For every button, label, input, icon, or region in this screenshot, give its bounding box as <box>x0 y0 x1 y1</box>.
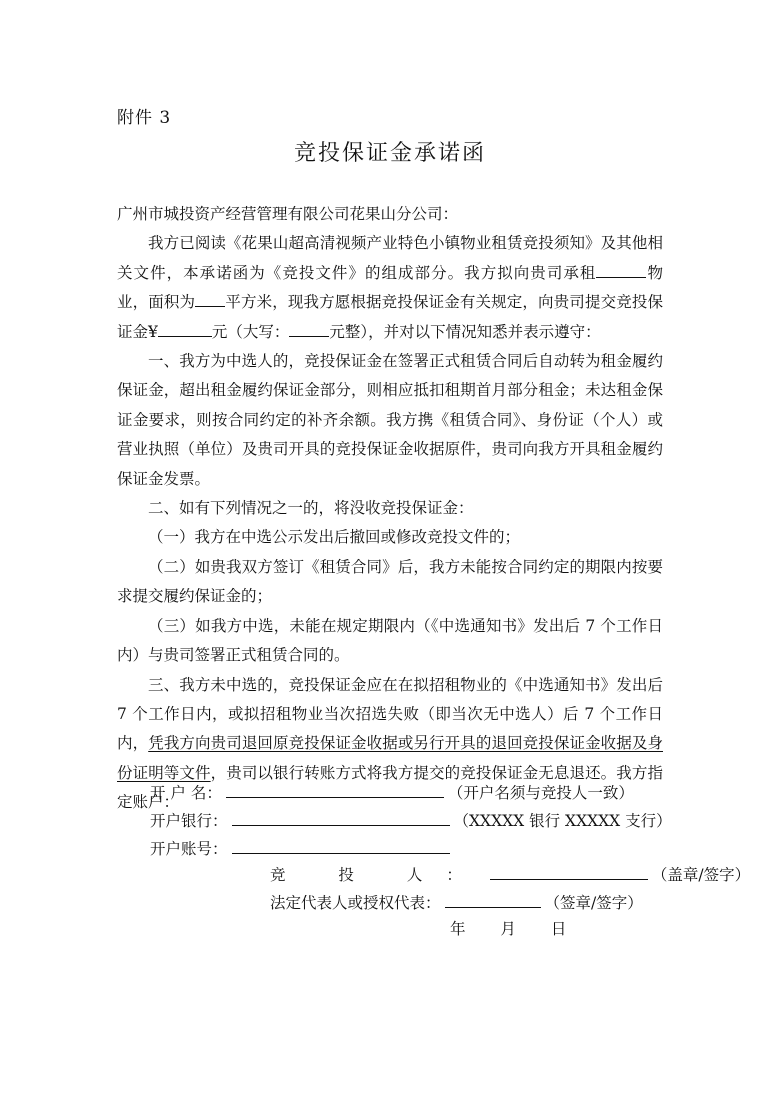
currency-symbol: ¥ <box>148 322 158 341</box>
intro-text-5: 元整），并对以下情况知悉并表示遵守： <box>329 322 601 341</box>
clause-2-1: （一）我方在中选公示发出后撤回或修改竞投文件的； <box>148 528 521 547</box>
signature-date: 年 月 日 <box>450 920 567 938</box>
clause-3-text: 三、我方未中选的，竞投保证金应在在拟招租物业的《中选通知书》发出后 7 个工作日内，或拟招租物业当次招选失败（即当次无中选人）后 7 个工作日内， <box>117 675 663 753</box>
account-bank-label: 开户银行： <box>150 812 228 830</box>
account-name-line <box>226 783 444 798</box>
account-name-label: 开 户 名： <box>150 784 222 802</box>
property-blank <box>596 259 646 278</box>
amount-words-blank <box>289 318 329 337</box>
account-number-line <box>232 839 450 854</box>
area-blank <box>195 288 225 307</box>
clause-3-tail: ，贵司以银行转账方式将我方提交的竞投保证金无息退还。我方指定账户： <box>117 763 663 812</box>
clause-3-underlined: 凭我方向贵司退回原竞投保证金收据或另行开具的退回竞投保证金收据及身份证明等文件 <box>117 734 663 782</box>
intro-text-3: 平方米，现我方愿根据竞投保证金有关规定，向贵司提交竞投保证金 <box>117 293 663 341</box>
account-name-row <box>150 781 634 803</box>
intro-paragraph <box>117 229 663 347</box>
bidder-label: 竞 投 人： <box>270 866 486 884</box>
representative-line <box>445 893 541 908</box>
bidder-line <box>490 865 648 880</box>
intro-text-4: 元（大写： <box>211 322 290 341</box>
account-number-label: 开户账号： <box>150 840 228 858</box>
account-name-note: （开户名须与竞投人一致） <box>447 784 634 802</box>
representative-note: （签章/签字） <box>544 894 643 912</box>
representative-row <box>270 891 643 913</box>
bidder-row <box>270 863 750 885</box>
bidder-note: （盖章/签字） <box>651 866 751 884</box>
intro-text-2: 物业，面积为 <box>117 263 663 312</box>
addressee: 广州市城投资产经营管理有限公司花果山分公司： <box>117 205 459 223</box>
amount-blank <box>158 318 212 337</box>
clause-1: 一、我方为中选人的，竞投保证金在签署正式租赁合同后自动转为租金履约保证金，超出租金履约保证金部分，则相应抵扣租期首月部分租金；未达租金保证金要求，则按合同约定的补齐余额。我方携《租赁合同》、身份证（个人）或营业执照（单位）及贵司开具的竞投保证金收据原件，贵司向我方开具租金履约保证金发票。 <box>117 352 663 488</box>
account-bank-note: （XXXXX 银行 XXXXX 支行） <box>453 812 672 830</box>
clause-2-3: （三）如我方中选，未能在规定期限内（《中选通知书》发出后 7 个工作日内）与贵司签署正式租赁合同的。 <box>117 616 663 665</box>
representative-label: 法定代表人或授权代表： <box>270 894 441 912</box>
account-bank-line <box>232 811 450 826</box>
letter-body <box>117 200 663 818</box>
account-bank-row <box>150 809 672 831</box>
account-number-row <box>150 837 454 859</box>
document-title: 竞投保证金承诺函 <box>293 141 486 166</box>
clause-2-2: （二）如贵我双方签订《租赁合同》后，我方未能按合同约定的期限内按要求提交履约保证金的； <box>117 557 663 606</box>
clause-2: 二、如有下列情况之一的，将没收竞投保证金： <box>148 499 474 518</box>
attachment-number: 附件 3 <box>117 108 172 128</box>
intro-text-1: 我方已阅读《花果山超高清视频产业特色小镇物业租赁竞投须知》及其他相关文件，本承诺函为《竞投文件》的组成部分。我方拟向贵司承租 <box>117 234 663 282</box>
